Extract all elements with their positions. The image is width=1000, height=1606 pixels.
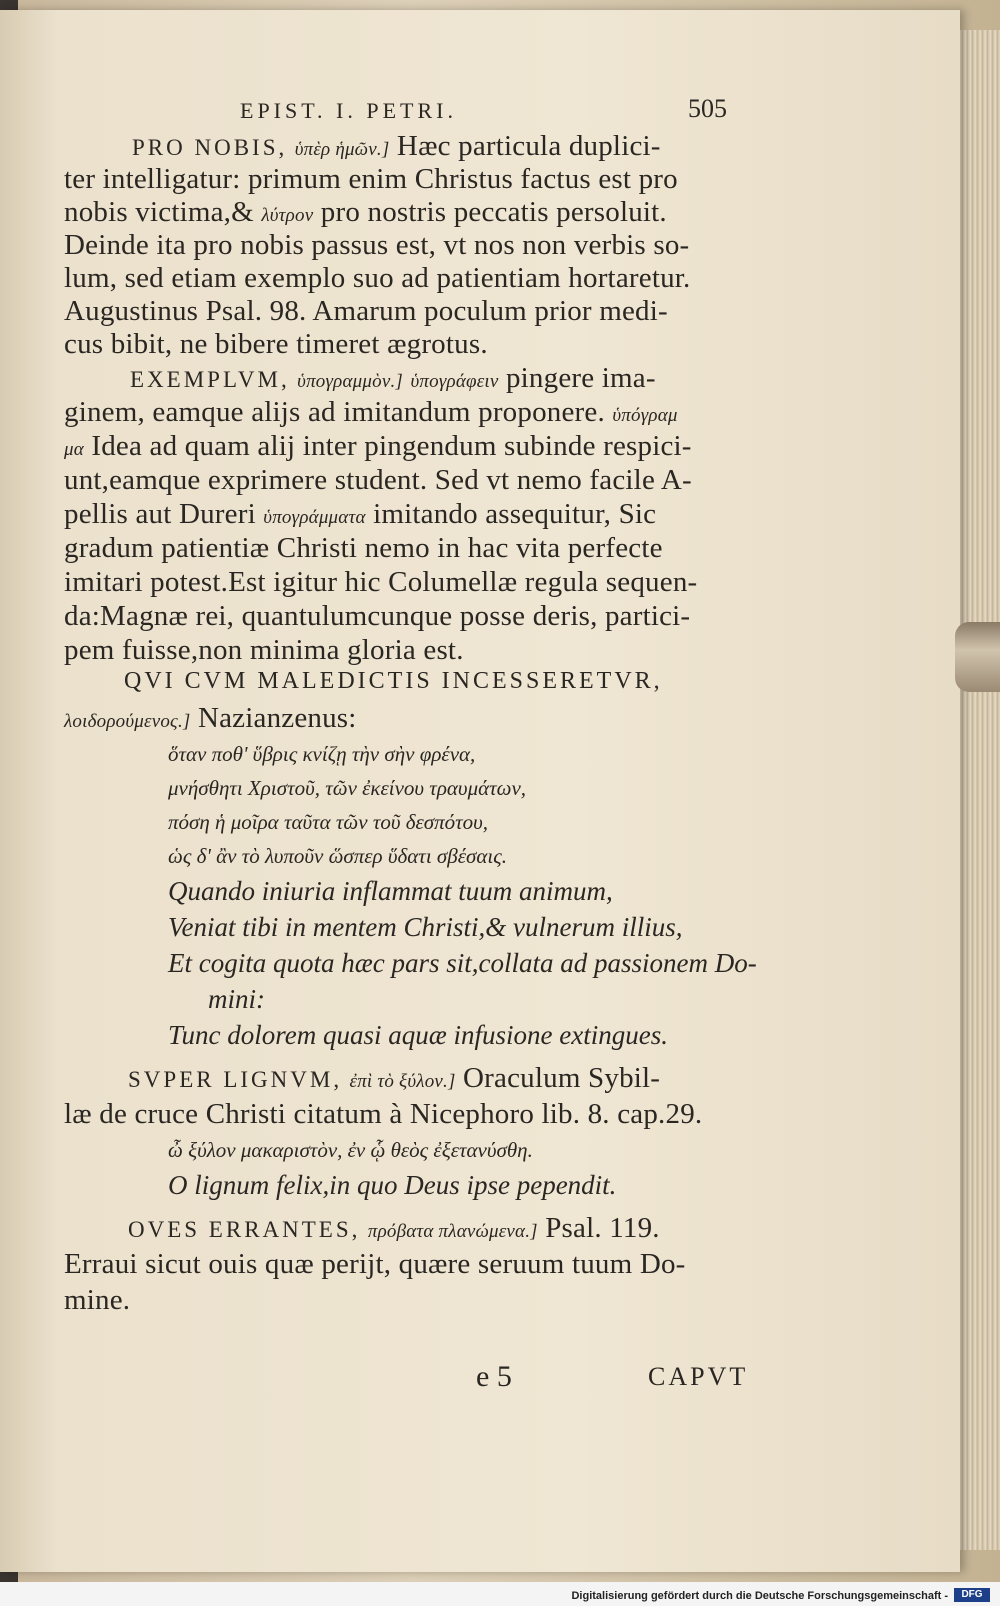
- text-line: [128, 1062, 660, 1095]
- verse-greek-line: ὡς δ' ἂν τὸ λυποῦν ὥσπερ ὕδατι σβέσαις.: [168, 844, 507, 868]
- text-line: Augustinus Psal. 98. Amarum poculum prior medi-: [64, 295, 668, 327]
- footer-credit: Digitalisierung gefördert durch die Deutsche Forschungsgemeinschaft -: [571, 1590, 948, 1602]
- text-line: lum, sed etiam exemplo suo ad patientiam hortaretur.: [64, 262, 691, 294]
- text-run: pro nostris peccatis persoluit.: [313, 196, 667, 228]
- lemma: OVES ERRANTES,: [128, 1217, 361, 1242]
- catchword: CAPVT: [648, 1362, 749, 1391]
- text-run: Hæc particula duplici-: [389, 130, 661, 162]
- verse-latin-line: Quando iniuria inflammat tuum animum,: [168, 876, 613, 906]
- oracle-greek: ὦ ξύλον μακαριστὸν, ἐν ᾧ θεὸς ἐξετανύσθη.: [168, 1138, 533, 1162]
- verse-latin-line: mini:: [208, 984, 265, 1014]
- greek-text: ἐπὶ τὸ ξύλον.]: [349, 1071, 456, 1092]
- text-run: Psal. 119.: [537, 1212, 660, 1244]
- text-line: [132, 130, 661, 163]
- text-line: [130, 362, 656, 395]
- oracle-latin: O lignum felix,in quo Deus ipse pependit.: [168, 1170, 617, 1200]
- text-line: læ de cruce Christi citatum à Nicephoro lib. 8. cap.29.: [64, 1098, 703, 1130]
- text-line: [64, 396, 678, 429]
- verse-latin-line: Et cogita quota hæc pars sit,collata ad passionem Do-: [168, 948, 757, 978]
- text-line: [128, 1212, 660, 1245]
- greek-text: πρόβατα πλανώμενα.]: [367, 1221, 538, 1242]
- dfg-logo: DFG: [954, 1588, 990, 1602]
- lemma: SVPER LIGNVM,: [128, 1067, 343, 1092]
- lemma: PRO NOBIS,: [132, 135, 288, 160]
- text-line: [64, 702, 357, 735]
- text-run: Nazianzenus:: [190, 702, 357, 734]
- text-run: Oraculum Sybil-: [455, 1062, 661, 1094]
- page-tab-marker: [955, 622, 1000, 692]
- running-title: EPIST. I. PETRI.: [240, 98, 457, 123]
- text-line: [64, 430, 692, 463]
- lemma: EXEMPLVM,: [130, 367, 290, 392]
- greek-text: λύτρον: [261, 205, 314, 226]
- text-line: gradum patientiæ Christi nemo in hac vita perfecte: [64, 532, 663, 564]
- text-run: pellis aut Dureri: [64, 498, 256, 530]
- verse-greek-line: μνήσθητι Χριστοῦ, τῶν ἐκείνου τραυμάτων,: [168, 776, 527, 800]
- greek-text: μα: [64, 439, 84, 460]
- greek-text: ὑπογράμματα: [263, 507, 366, 528]
- text-line: [64, 196, 667, 229]
- text-line: Erraui sicut ouis quæ perijt, quære seruum tuum Do-: [64, 1248, 686, 1280]
- text-line: pem fuisse,non minima gloria est.: [64, 634, 464, 666]
- verse-latin-line: Tunc dolorem quasi aquæ infusione extingues.: [168, 1020, 668, 1050]
- text-run: nobis victima,&: [64, 196, 254, 228]
- text-line: imitari potest.Est igitur hic Columellæ regula sequen-: [64, 566, 698, 598]
- text-line: Deinde ita pro nobis passus est, vt nos non verbis so-: [64, 229, 690, 261]
- text-line: cus bibit, ne bibere timeret ægrotus.: [64, 328, 488, 360]
- text-line: ter intelligatur: primum enim Christus factus est pro: [64, 163, 678, 195]
- verse-latin-line: Veniat tibi in mentem Christi,& vulnerum illius,: [168, 912, 683, 942]
- greek-text: λοιδορούμενος.]: [64, 711, 191, 732]
- greek-text: ὑπόγραμ: [612, 405, 678, 426]
- page-stack: [953, 30, 1000, 1550]
- lemma: QVI CVM MALEDICTIS INCESSERETVR,: [124, 668, 663, 694]
- signature-mark: e 5: [476, 1360, 512, 1393]
- text-line: unt,eamque exprimere student. Sed vt nemo facile A-: [64, 464, 692, 496]
- verse-greek-line: ὅταν ποθ' ὕβρις κνίζῃ τὴν σὴν φρένα,: [168, 742, 476, 766]
- text-line: mine.: [64, 1284, 131, 1316]
- text-run: Idea ad quam alij inter pingendum subinde respici-: [83, 430, 692, 462]
- greek-text: ὑπογραμμὸν.]: [297, 371, 404, 392]
- text-run: pingere ima-: [498, 362, 656, 394]
- greek-text: ὑπὲρ ἡμῶν.]: [294, 139, 390, 160]
- text-line: [64, 498, 656, 531]
- text-line: da:Magnæ rei, quantulumcunque posse deris, partici-: [64, 600, 691, 632]
- greek-text: ὑπογράφειν: [410, 371, 499, 392]
- verse-greek-line: πόση ἡ μοῖρα ταῦτα τῶν τοῦ δεσπότου,: [168, 810, 489, 834]
- text-run: imitando assequitur, Sic: [365, 498, 657, 530]
- page-number: 505: [688, 94, 727, 123]
- text-run: ginem, eamque alijs ad imitandum proponere.: [64, 396, 605, 428]
